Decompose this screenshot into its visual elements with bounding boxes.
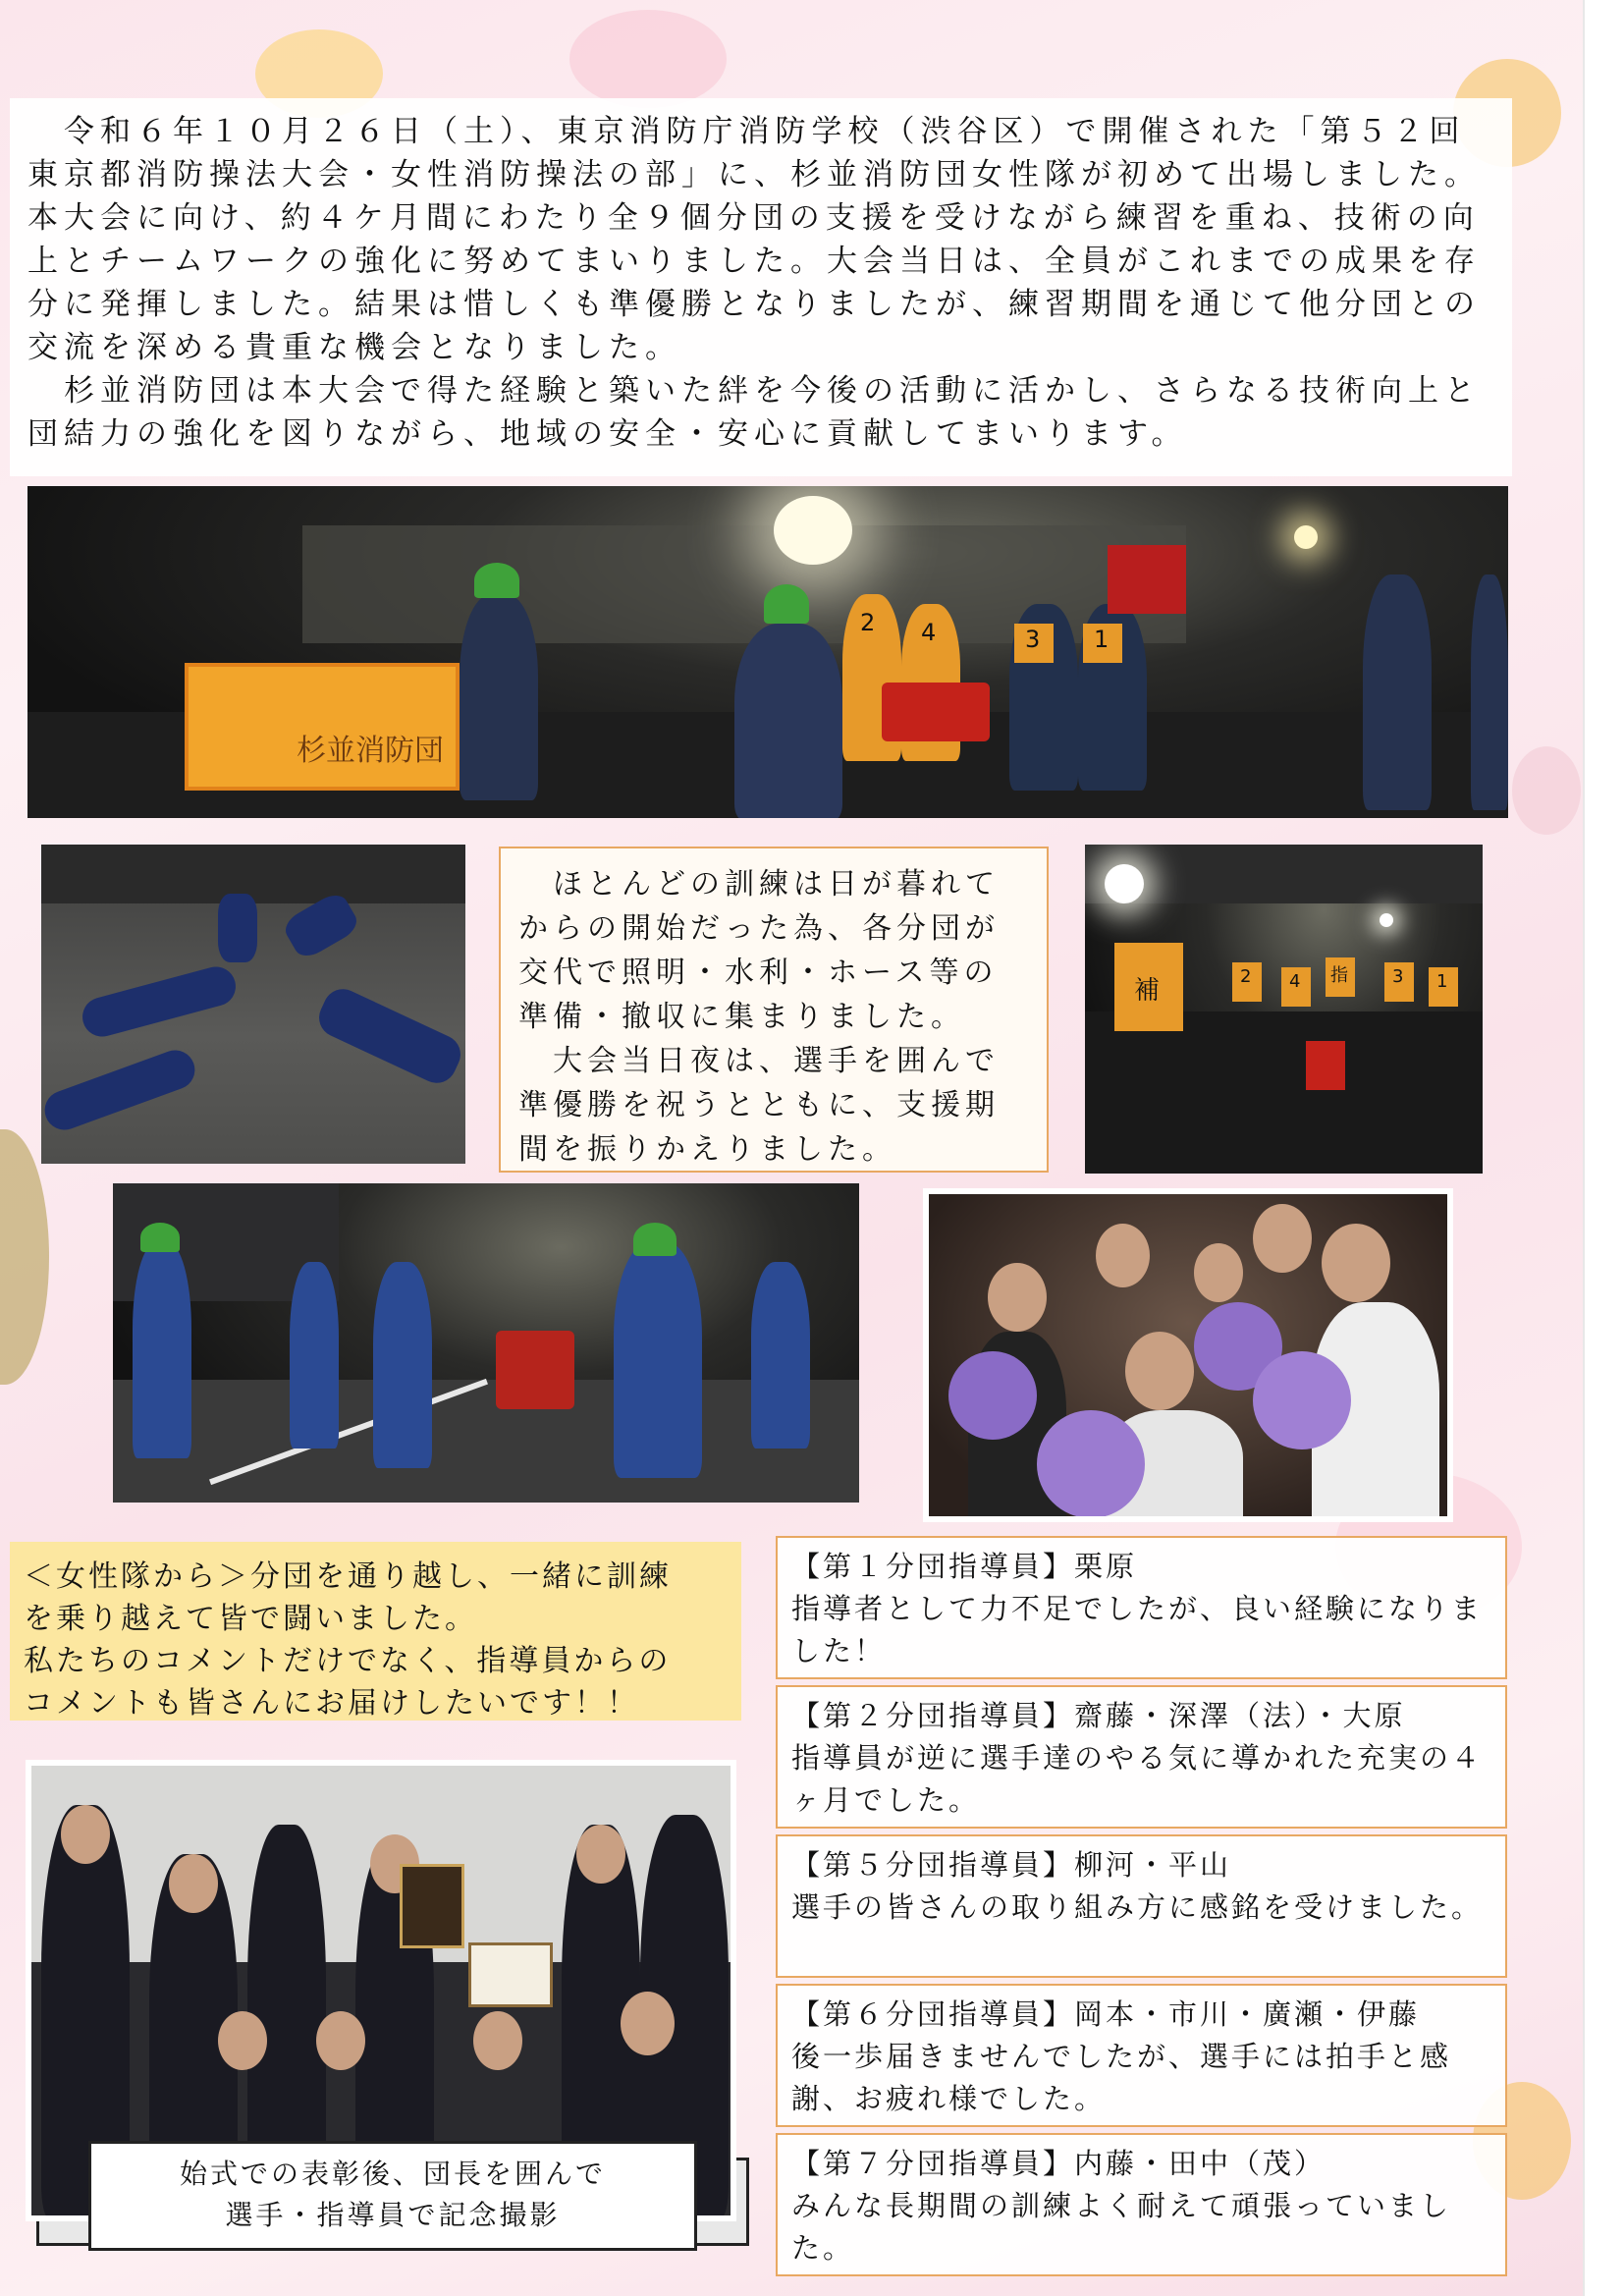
vest-number: 3 [1025,626,1041,653]
intro-paragraph-1: 令和６年１０月２６日（土）、東京消防庁消防学校（渋谷区）で開催された「第５２回東京都消防操法大会・女性消防操法の部」に、杉並消防団女性隊が初めて出場しました。本大会に向け、約４ケ月間にわたり全９個分団の支援を受けながら練習を重ね、技術の向上とチームワークの強化に努めてまいりました。大会当日は、全員がこれまでの成果を存分に発揮しました。結果は惜しくも準優勝となりましたが、練習期間を通じて他分団との交流を深める貴重な機会となりました。 [27,114,1481,365]
coach-comment-5 [776,2133,1507,2276]
fire-pump [496,1331,574,1409]
photo-hose-drill [113,1183,859,1503]
photo-crawling-drill [41,845,465,1164]
coach-body: 指導員が逆に選手達のやる気に導かれた充実の４ヶ月でした。 [791,1741,1484,1817]
caption-line: 選手・指導員で記念撮影 [225,2199,561,2231]
flower-bouquet [1037,1410,1145,1518]
cherry-blossom-decoration [1512,746,1581,835]
photo-celebration [923,1188,1453,1522]
coach-body: みんな長期間の訓練よく耐えて頑張っていました。 [791,2189,1452,2265]
comment-line: を乗り越えて皆で闘いました。 [24,1602,477,1636]
vest-label: 指 [1330,965,1348,986]
coach-heading: 【第７分団指導員】内藤・田中（茂） [791,2147,1326,2180]
vest-number: 1 [1094,626,1110,653]
coach-heading: 【第６分団指導員】岡本・市川・廣瀬・伊藤 [791,1997,1421,2031]
caption-line: 始式での表彰後、団長を囲んで [179,2158,606,2190]
vest-label: 4 [1289,971,1301,992]
coach-comment-3 [776,1834,1507,1978]
flower-bouquet [1253,1351,1351,1449]
training-caption-box [499,847,1049,1173]
photo-night-lineup [1085,845,1483,1174]
photo-night-training-wide [27,486,1508,818]
comment-line: コメントも皆さんにお届けしたいです！！ [24,1686,639,1721]
fire-pump [882,683,990,741]
comment-line: 私たちのコメントだけでなく、指導員からの [24,1644,672,1678]
tank-label: 杉並消防団 [297,734,444,768]
coach-heading: 【第５分団指導員】柳河・平山 [791,1848,1232,1882]
coach-body: 選手の皆さんの取り組み方に感銘を受けました。 [791,1890,1484,1924]
coach-heading: 【第１分団指導員】栗原 [791,1550,1138,1583]
vest-label: 1 [1436,971,1448,992]
coach-body: 指導者として力不足でしたが、良い経験になりました！ [791,1592,1484,1667]
cherry-blossom-decoration [0,1129,49,1385]
comment-line: ＜女性隊から＞分団を通り越し、一緒に訓練 [24,1559,672,1594]
award-plaque [400,1864,464,1948]
cherry-blossom-decoration [569,10,727,108]
vest-number: 2 [860,609,876,636]
intro-paragraph-2: 杉並消防団は本大会で得た経験と築いた絆を今後の活動に活かし、さらなる技術向上と団結力の強化を図りながら、地域の安全・安心に貢献してまいります。 [27,373,1481,452]
vest-label: 2 [1240,966,1252,987]
intro-text-block [10,98,1512,476]
group-photo-caption [88,2141,697,2251]
water-tank [185,663,460,791]
coach-body: 後一歩届きませんでしたが、選手には拍手と感謝、お疲れ様でした。 [791,2040,1452,2115]
coach-comment-2 [776,1685,1507,1829]
vest-number: 4 [921,619,937,646]
vest-label: 3 [1392,966,1404,987]
vest-label: 補 [1134,976,1161,1006]
womens-team-comment [10,1542,741,1721]
coach-heading: 【第２分団指導員】齋藤・深澤（法）・大原 [791,1699,1406,1732]
coach-comment-1 [776,1536,1507,1679]
caption-paragraph-2: 大会当日夜は、選手を囲んで準優勝を祝うとともに、支援期間を振りかえりました。 [518,1044,1000,1167]
caption-paragraph-1: ほとんどの訓練は日が暮れてからの開始だった為、各分団が交代で照明・水利・ホース等の準備・撤収に集まりました。 [518,867,1000,1034]
page-edge [1583,0,1624,2296]
flower-bouquet [948,1351,1037,1440]
coach-comment-4 [776,1984,1507,2127]
award-certificate [468,1942,553,2007]
